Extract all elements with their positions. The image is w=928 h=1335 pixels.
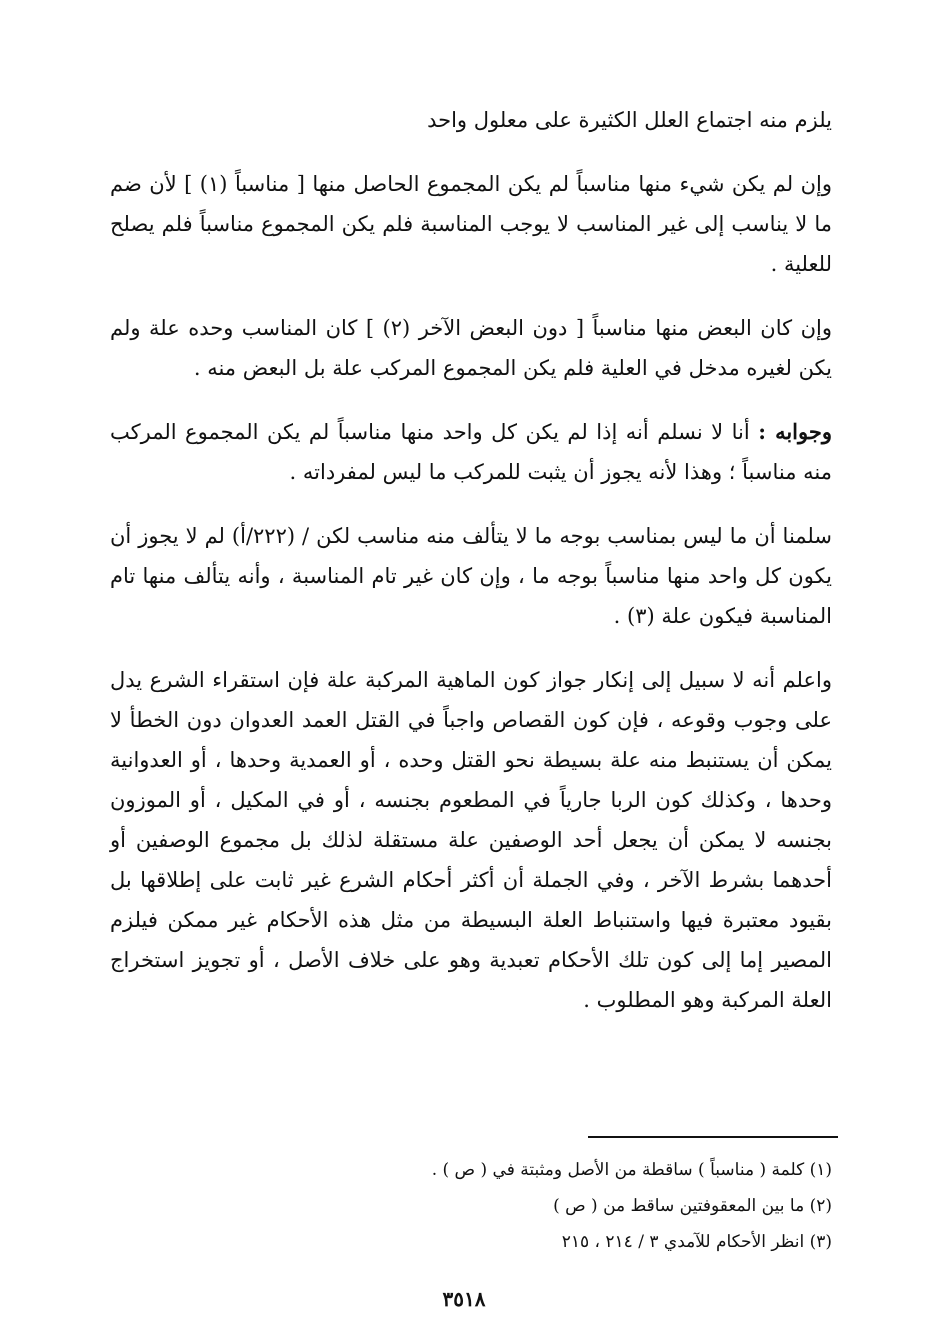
paragraph-1: يلزم منه اجتماع العلل الكثيرة على معلول واحد — [427, 108, 832, 132]
paragraph-3: وإن كان البعض منها مناسباً [ دون البعض الآخر (٢) ] كان المناسب وحده علة ولم يكن لغيره مدخل في العلية فلم يكن المجموع المركب علة بل البعض منه . — [110, 316, 832, 380]
footnote-1: (١) كلمة ( مناسباً ) ساقطة من الأصل ومثبتة في ( ص ) . — [431, 1160, 832, 1180]
answer-text: أنا لا نسلم أنه إذا لم يكن كل واحد منها مناسباً لم يكن المجموع المركب منه مناسباً ؛ وهذا لأنه يجوز أن يثبت للمركب ما ليس لمفرداته . — [110, 420, 832, 484]
page-number: ٣٥١٨ — [442, 1287, 486, 1311]
paragraph-4 — [110, 412, 832, 492]
main-text — [110, 100, 832, 1044]
answer-heading: وجوابه : — [758, 419, 832, 444]
paragraph-5: سلمنا أن ما ليس بمناسب بوجه ما لا يتألف منه مناسب لكن / (٢٢٢/أ) لم لا يجوز أن يكون كل واحد منها مناسباً بوجه ما ، وإن كان غير تام المناسبة ، وأنه يتألف منها تام المناسبة فيكون علة (٣) . — [110, 524, 832, 628]
footnote-2: (٢) ما بين المعقوفتين ساقط من ( ص ) — [553, 1196, 832, 1216]
footnotes — [110, 1152, 832, 1260]
footnote-divider — [588, 1136, 838, 1138]
footnote-3: (٣) انظر الأحكام للآمدي ٣ / ٢١٤ ، ٢١٥ — [561, 1232, 832, 1252]
paragraph-6: واعلم أنه لا سبيل إلى إنكار جواز كون الماهية المركبة علة فإن استقراء الشرع يدل على وجوب وقوعه ، فإن كون القصاص واجباً في القتل العمد العدوان دون الخطأ لا يمكن أن يستنبط منه علة بسيطة نحو القتل وحده ، أو العمدية وحدها ، أو العدوانية وحدها ، وكذلك كون الربا جارياً في المطعوم بجنسه ، أو في المكيل ، أو الموزون بجنسه لا يمكن أن يجعل أحد الوصفين علة مستقلة لذلك بل مجموع الوصفين أو أحدهما بشرط الآخر ، وفي الجملة أن أكثر أحكام الشرع غير ثابت على إطلاقها بل بقيود معتبرة فيها واستنباط العلة البسيطة من مثل هذه الأحكام غير ممكن فيلزم المصير إما إلى كون تلك الأحكام تعبدية وهو على خلاف الأصل ، أو تجويز استخراج العلة المركبة وهو المطلوب . — [110, 668, 832, 1012]
paragraph-2: وإن لم يكن شيء منها مناسباً لم يكن المجموع الحاصل منها [ مناسباً (١) ] لأن ضم ما لا يناسب إلى غير المناسب لا يوجب المناسبة فلم يكن المجموع مناسباً فلم يصلح للعلية . — [110, 172, 833, 276]
